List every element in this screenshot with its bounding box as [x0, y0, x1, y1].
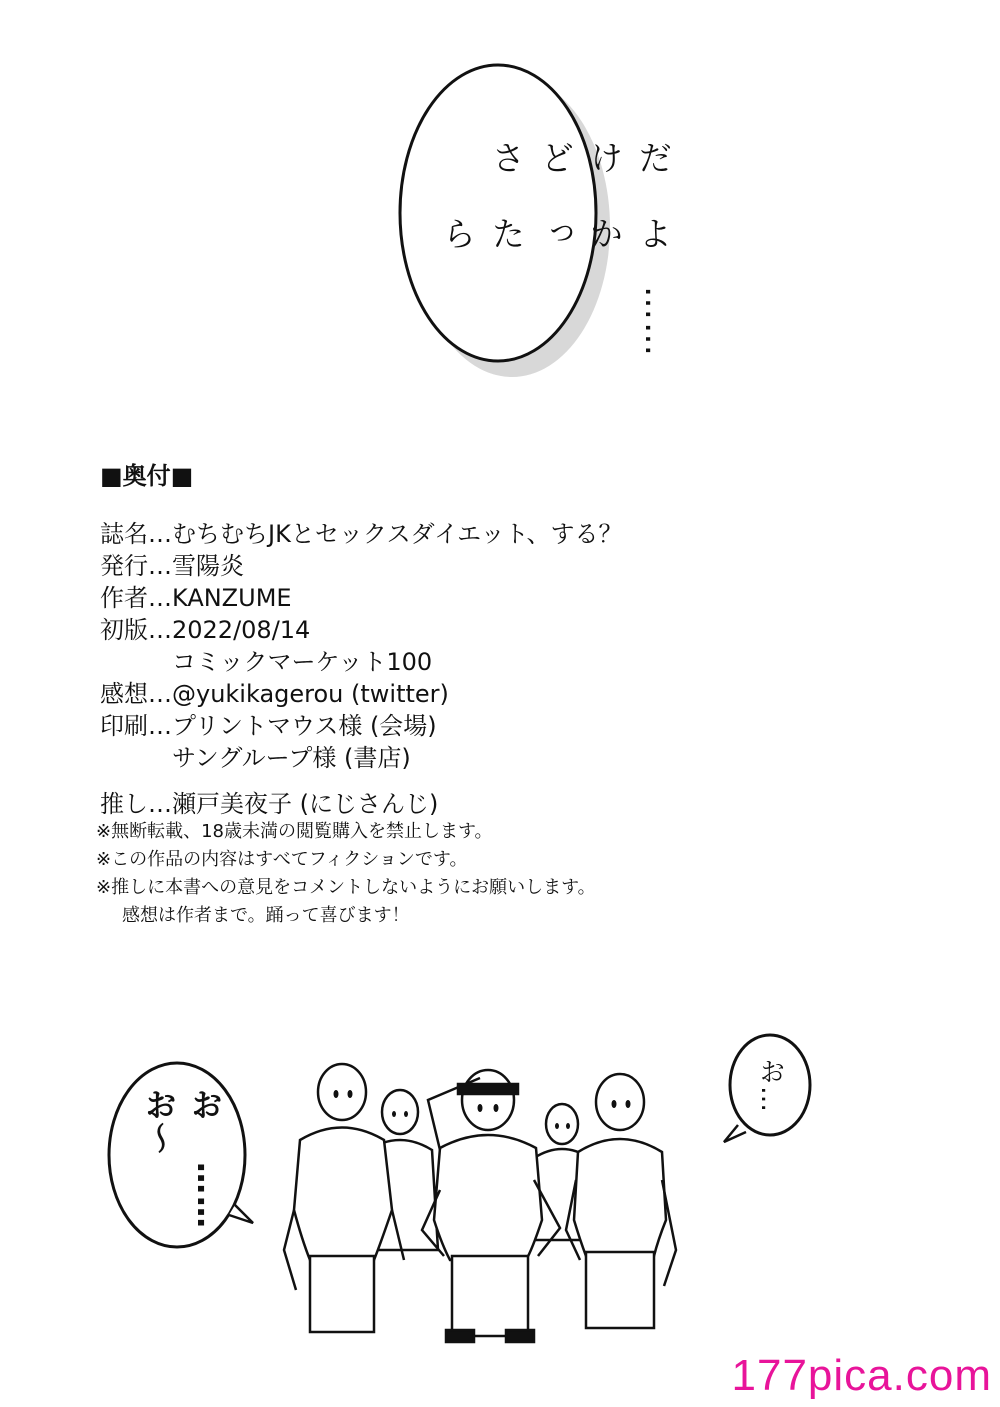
colophon-printing: 印刷…プリントマウス様 (会場) — [100, 712, 437, 740]
note-line-1: ※無断転載、18歳未満の閲覧購入を禁止します。 — [96, 821, 493, 842]
man-center — [422, 1070, 560, 1342]
colophon-oshi: 推し…瀬戸美夜子 (にじさんじ) — [100, 790, 439, 818]
right-bubble-text — [752, 1058, 789, 1128]
top-bubble-text — [432, 118, 677, 358]
man-right — [566, 1074, 676, 1328]
note-line-3: ※推しに本書への意見をコメントしないようにお願いします。 — [96, 877, 596, 898]
left-bubble-text — [136, 1088, 228, 1230]
colophon — [100, 460, 623, 820]
notes — [96, 818, 596, 930]
right-bubble-line-1: お… — [755, 1058, 785, 1114]
left-bubble-line-2: おお〜 — [140, 1088, 224, 1156]
note-line-4: 感想は作者まで。踊って喜びます！ — [122, 905, 410, 926]
colophon-first-edition: 初版…2022/08/14 — [100, 616, 311, 644]
left-bubble-line-1: …… — [190, 1162, 228, 1230]
note-line-2: ※この作品の内容はすべてフィクションです。 — [96, 849, 468, 870]
colophon-author: 作者…KANZUME — [100, 584, 292, 612]
colophon-event: コミックマーケット100 — [172, 648, 433, 676]
top-bubble-line-2: よかったら — [436, 215, 672, 252]
colophon-heading: ■奥付■ — [100, 462, 194, 490]
watermark-text: 177pica.com — [731, 1351, 992, 1400]
colophon-title: 誌名…むちむちJKとセックスダイエット、する？ — [100, 520, 623, 548]
colophon-publisher: 発行…雪陽炎 — [100, 552, 244, 580]
colophon-printing-2: サングループ様 (書店) — [172, 744, 411, 772]
top-bubble-line-1: …… — [637, 286, 677, 358]
colophon-feedback: 感想…@yukikagerou (twitter) — [100, 680, 449, 708]
top-bubble-line-3: だけどさ — [485, 140, 672, 176]
crowd-illustration — [280, 1060, 700, 1360]
